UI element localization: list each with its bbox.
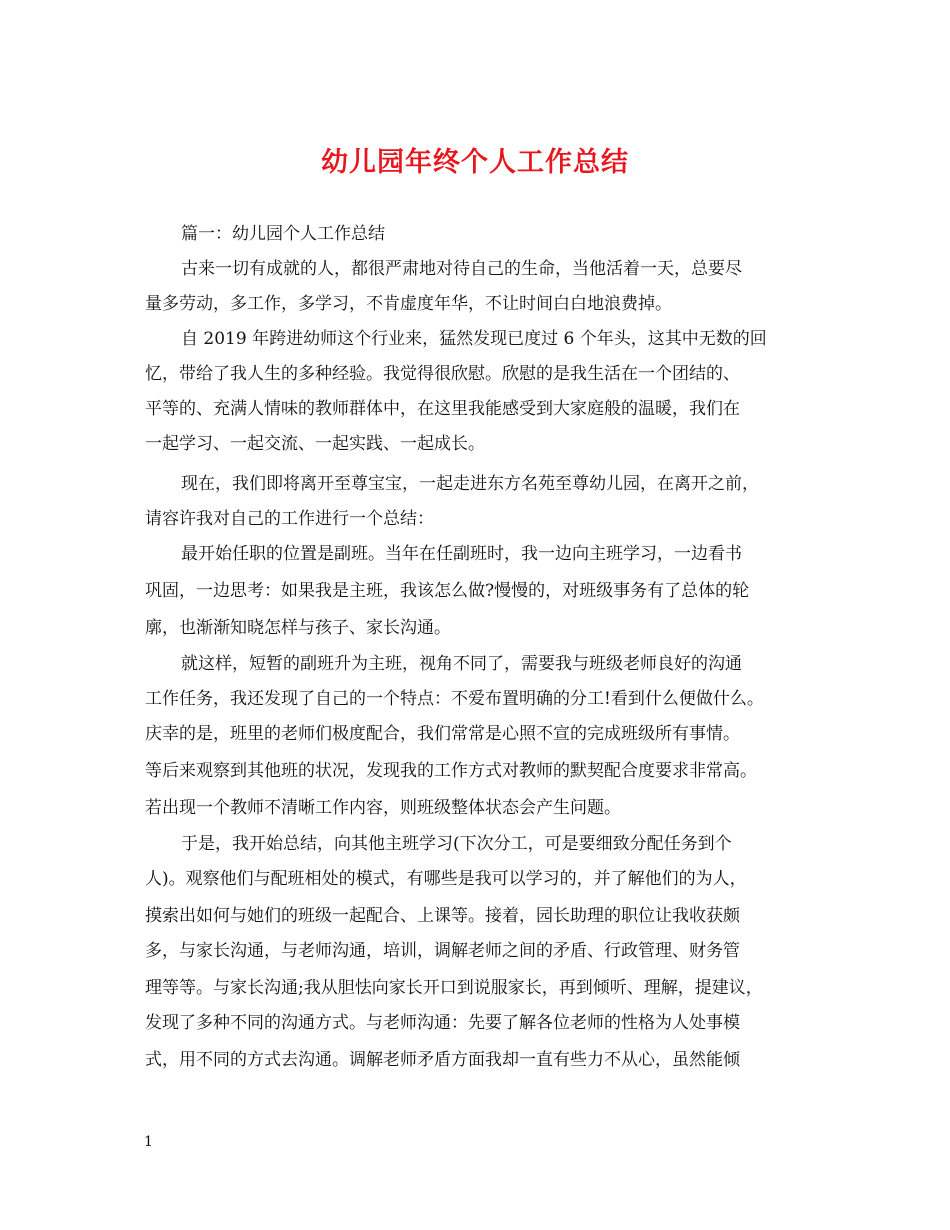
paragraph-line: 于是，我开始总结，向其他主班学习(下次分工，可是要细致分配任务到个 <box>181 834 732 854</box>
paragraph-line: 就这样，短暂的副班升为主班，视角不同了，需要我与班级老师良好的沟通 <box>181 654 742 674</box>
paragraph-line: 式，用不同的方式去沟通。调解老师矛盾方面我却一直有些力不从心，虽然能倾 <box>145 1050 740 1070</box>
paragraph-line: 平等的、充满人情味的教师群体中，在这里我能感受到大家庭般的温暖，我们在 <box>145 399 740 419</box>
paragraph-line: 若出现一个教师不清晰工作内容，则班级整体状态会产生问题。 <box>145 798 621 818</box>
paragraph-line: 庆幸的是，班里的老师们极度配合，我们常常是心照不宣的完成班级所有事情。 <box>145 724 740 744</box>
paragraph-line: 巩固，一边思考：如果我是主班，我该怎么做?慢慢的，对班级事务有了总体的轮 <box>145 581 750 601</box>
paragraph-line: 人)。观察他们与配班相处的模式，有哪些是我可以学习的，并了解他们的为人， <box>145 869 747 889</box>
paragraph-line: 廓，也渐渐知晓怎样与孩子、家长沟通。 <box>145 618 451 638</box>
paragraph-line: 忆，带给了我人生的多种经验。我觉得很欣慰。欣慰的是我生活在一个团结的、 <box>145 364 740 384</box>
document-title: 幼儿园年终个人工作总结 <box>321 147 629 178</box>
paragraph-line: 等后来观察到其他班的状况，发现我的工作方式对教师的默契配合度要求非常高。 <box>145 761 757 781</box>
paragraph-line: 摸索出如何与她们的班级一起配合、上课等。接着，园长助理的职位让我收获颇 <box>145 906 740 926</box>
paragraph-line: 量多劳动，多工作，多学习，不肯虚度年华，不让时间白白地浪费掉。 <box>145 294 672 314</box>
paragraph-line: 发现了多种不同的沟通方式。与老师沟通：先要了解各位老师的性格为人处事模 <box>145 1013 740 1033</box>
section-heading: 篇一：幼儿园个人工作总结 <box>181 224 385 244</box>
paragraph-line: 请容许我对自己的工作进行一个总结： <box>145 509 434 529</box>
paragraph-line: 工作任务，我还发现了自己的一个特点：不爱布置明确的分工!看到什么便做什么。 <box>145 689 764 709</box>
paragraph-line: 多，与家长沟通，与老师沟通，培训，调解老师之间的矛盾、行政管理、财务管 <box>145 941 740 961</box>
paragraph-line: 最开始任职的位置是副班。当年在任副班时，我一边向主班学习，一边看书 <box>181 544 742 564</box>
paragraph-line: 现在，我们即将离开至尊宝宝，一起走进东方名苑至尊幼儿园，在离开之前， <box>181 474 759 494</box>
paragraph-line: 一起学习、一起交流、一起实践、一起成长。 <box>145 434 485 454</box>
paragraph-line: 理等等。与家长沟通;我从胆怯向家长开口到说服家长，再到倾听、理解，提建议， <box>145 978 763 998</box>
page-number: 1 <box>144 1134 153 1150</box>
paragraph-line: 自 2019 年跨进幼师这个行业来，猛然发现已度过 6 个年头，这其中无数的回 <box>181 329 767 349</box>
paragraph-line: 古来一切有成就的人，都很严肃地对待自己的生命，当他活着一天，总要尽 <box>181 259 742 279</box>
